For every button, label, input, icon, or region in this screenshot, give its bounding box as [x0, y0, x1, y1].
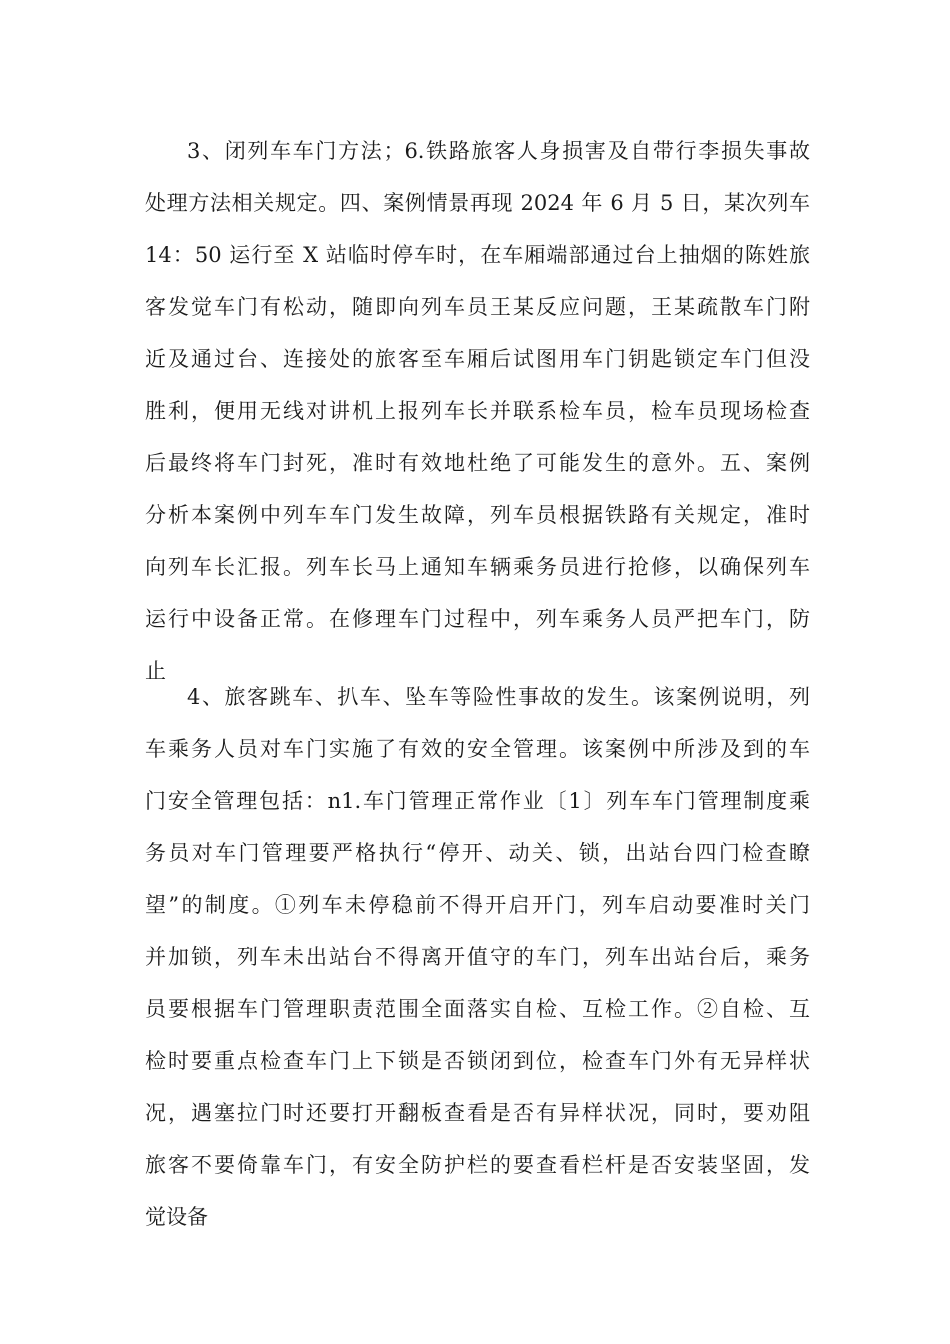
paragraph-line: 分析本案例中列车车门发生故障，列车员根据铁路有关规定，准时: [145, 503, 810, 527]
paragraph-1: [145, 125, 810, 697]
paragraph-2: [145, 671, 810, 1243]
paragraph-line: 员要根据车门管理职责范围全面落实自检、互检工作。②自检、互: [145, 997, 810, 1021]
paragraph-line: 旅客不要倚靠车门，有安全防护栏的要查看栏杆是否安装坚固，发: [145, 1153, 810, 1177]
paragraph-line: 并加锁，列车未出站台不得离开值守的车门，列车出站台后，乘务: [145, 945, 810, 969]
paragraph-line: 止: [145, 659, 166, 683]
paragraph-line: 门安全管理包括：n1.车门管理正常作业〔1〕列车车门管理制度乘: [145, 789, 810, 813]
paragraph-line: 4、旅客跳车、扒车、坠车等险性事故的发生。该案例说明，列: [187, 685, 810, 709]
paragraph-line: 近及通过台、连接处的旅客至车厢后试图用车门钥匙锁定车门但没: [145, 347, 810, 371]
paragraph-line: 14：50 运行至 X 站临时停车时，在车厢端部通过台上抽烟的陈姓旅: [145, 243, 810, 267]
paragraph-line: 客发觉车门有松动，随即向列车员王某反应问题，王某疏散车门附: [145, 295, 810, 319]
paragraph-line: 务员对车门管理要严格执行“停开、动关、锁，出站台四门检查瞭: [145, 841, 810, 865]
paragraph-line: 处理方法相关规定。四、案例情景再现 2024 年 6 月 5 日，某次列车: [145, 191, 810, 215]
paragraph-line: 况，遇塞拉门时还要打开翻板查看是否有异样状况，同时，要劝阻: [145, 1101, 810, 1125]
paragraph-line: 检时要重点检查车门上下锁是否锁闭到位，检查车门外有无异样状: [145, 1049, 810, 1073]
paragraph-line: 胜利，便用无线对讲机上报列车长并联系检车员，检车员现场检查: [145, 399, 810, 423]
paragraph-line: 后最终将车门封死，准时有效地杜绝了可能发生的意外。五、案例: [145, 451, 810, 475]
paragraph-line: 运行中设备正常。在修理车门过程中，列车乘务人员严把车门，防: [145, 607, 810, 631]
paragraph-line: 向列车长汇报。列车长马上通知车辆乘务员进行抢修，以确保列车: [145, 555, 810, 579]
paragraph-line: 车乘务人员对车门实施了有效的安全管理。该案例中所涉及到的车: [145, 737, 810, 761]
paragraph-line: 3、闭列车车门方法；6.铁路旅客人身损害及自带行李损失事故: [187, 139, 810, 163]
paragraph-line: 觉设备: [145, 1205, 208, 1229]
paragraph-line: 望”的制度。①列车未停稳前不得开启开门，列车启动要准时关门: [145, 893, 810, 917]
